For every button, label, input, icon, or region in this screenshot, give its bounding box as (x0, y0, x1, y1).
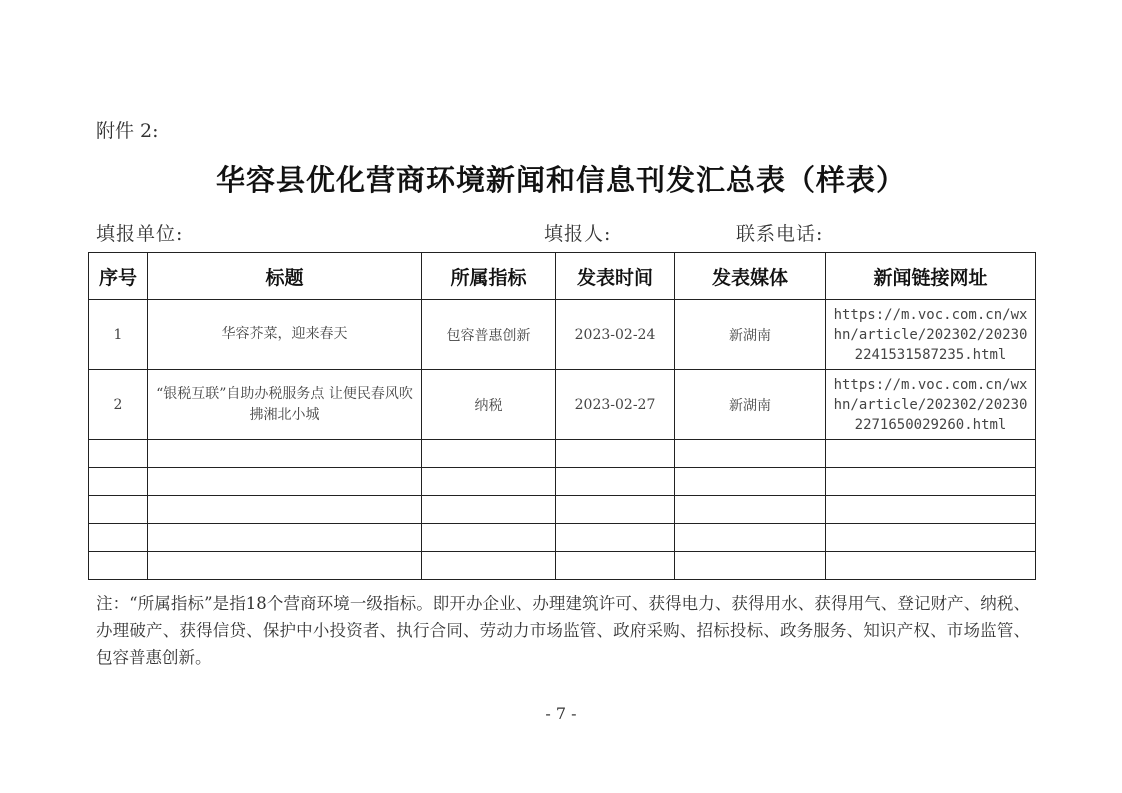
cell-date: 2023-02-27 (556, 370, 675, 440)
empty-row (89, 468, 1036, 496)
page-number: - 7 - (545, 704, 577, 723)
table-row (89, 370, 1036, 440)
summary-table (88, 252, 1036, 580)
contact-phone-label: 联系电话: (736, 223, 824, 245)
empty-row (89, 496, 1036, 524)
table-row (89, 300, 1036, 370)
empty-row (89, 524, 1036, 552)
cell-url: https://m.voc.com.cn/wxhn/article/202302/202302241531587235.html (826, 300, 1036, 370)
cell-url: https://m.voc.com.cn/wxhn/article/202302/202302271650029260.html (826, 370, 1036, 440)
cell-date: 2023-02-24 (556, 300, 675, 370)
fill-unit-label: 填报单位: (96, 223, 184, 245)
attachment-label: 附件 2: (96, 120, 159, 142)
empty-row (89, 440, 1036, 468)
cell-title: 华容芥菜，迎来春天 (148, 300, 422, 370)
fill-person-label: 填报人: (544, 223, 612, 245)
cell-media: 新湖南 (675, 300, 826, 370)
empty-row (89, 552, 1036, 580)
header-url: 新闻链接网址 (826, 253, 1036, 300)
header-no: 序号 (89, 253, 148, 300)
header-media: 发表媒体 (675, 253, 826, 300)
cell-indicator: 纳税 (422, 370, 556, 440)
table-header-row (89, 253, 1036, 300)
cell-media: 新湖南 (675, 370, 826, 440)
header-title: 标题 (148, 253, 422, 300)
cell-indicator: 包容普惠创新 (422, 300, 556, 370)
cell-no: 1 (89, 300, 148, 370)
header-date: 发表时间 (556, 253, 675, 300)
footnote: 注：“所属指标”是指18个营商环境一级指标。即开办企业、办理建筑许可、获得电力、获得用水、获得用气、登记财产、纳税、办理破产、获得信贷、保护中小投资者、执行合同、劳动力市场监管、政府采购、招标投标、政务服务、知识产权、市场监管、包容普惠创新。 (96, 594, 1030, 667)
header-indicator: 所属指标 (422, 253, 556, 300)
cell-title: “银税互联”自助办税服务点 让便民春风吹拂湘北小城 (148, 370, 422, 440)
page-title: 华容县优化营商环境新闻和信息刊发汇总表（样表） (215, 163, 906, 197)
cell-no: 2 (89, 370, 148, 440)
